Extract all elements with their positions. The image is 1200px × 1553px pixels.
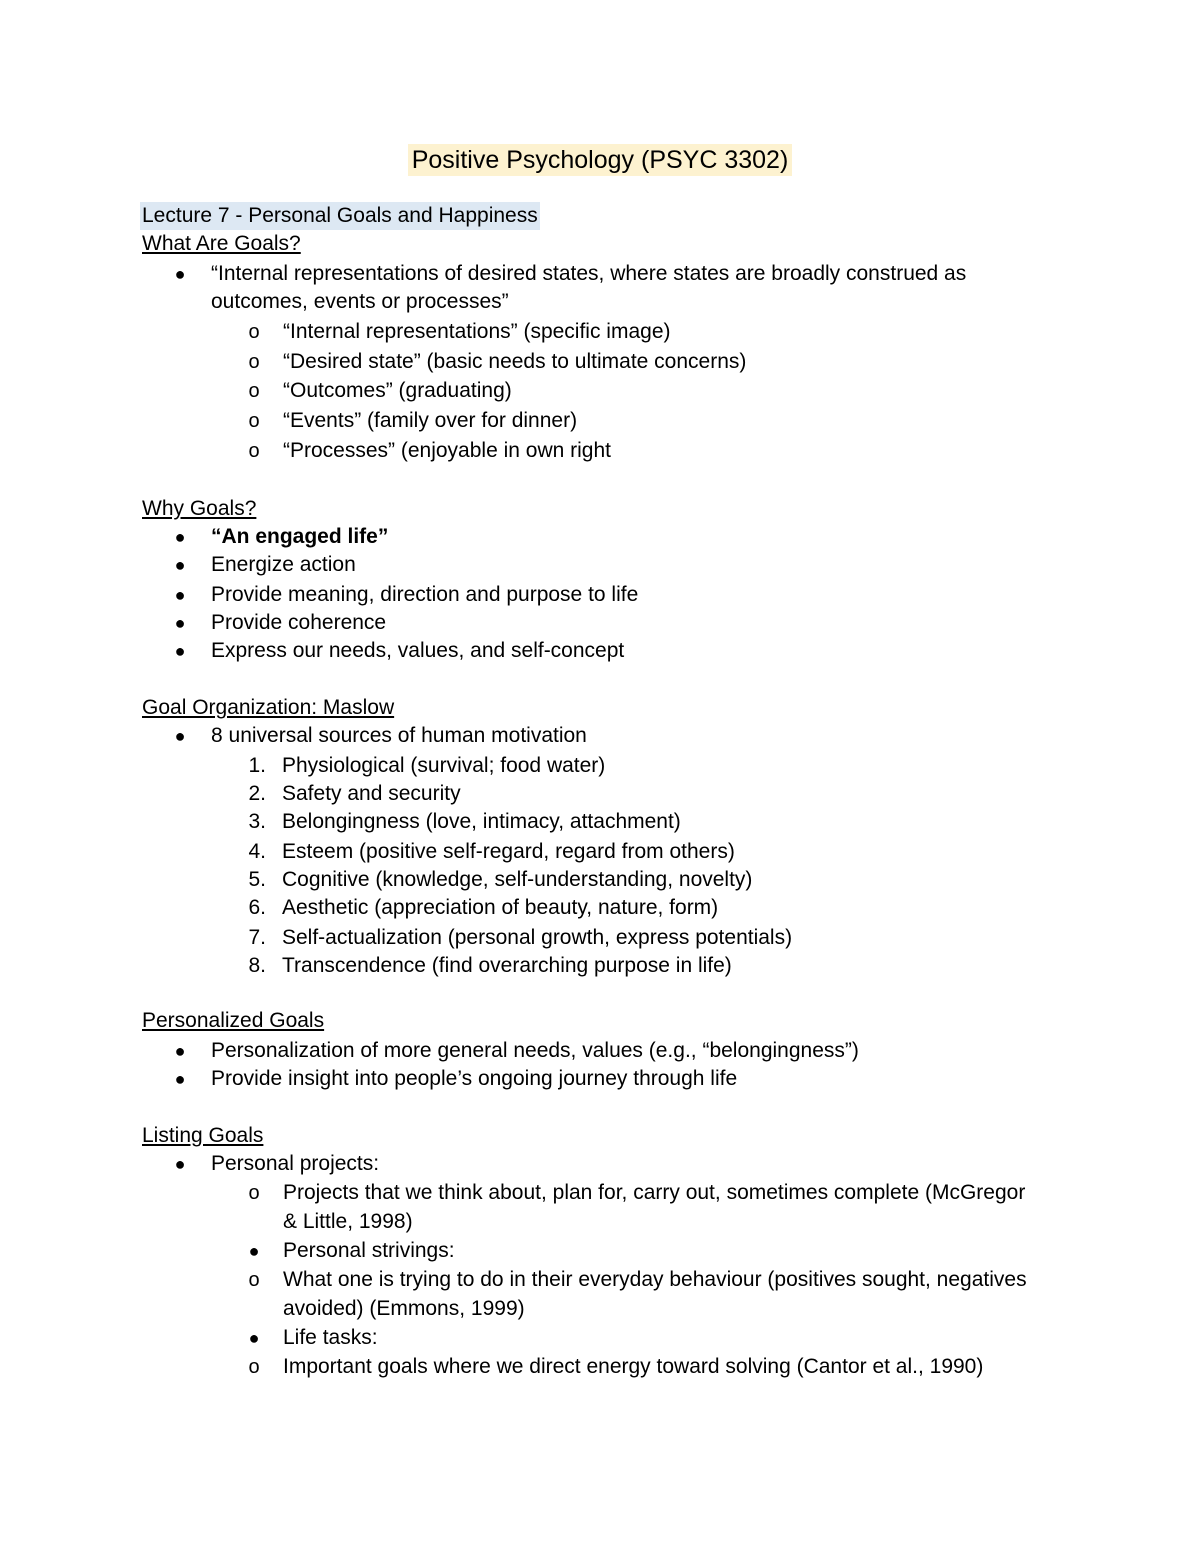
list-item: Express our needs, values, and self-concept: [211, 639, 625, 662]
list-item: 8 universal sources of human motivation: [211, 724, 587, 747]
list-number: 3.: [248, 810, 266, 833]
section-heading-why-goals: Why Goals?: [142, 497, 257, 520]
definition-line-1: “Internal representations of desired states, where states are broadly construed as: [211, 262, 967, 285]
document-title: [0, 142, 1200, 178]
bullet-icon: ●: [248, 1328, 260, 1348]
list-item: “An engaged life”: [211, 525, 389, 548]
circle-bullet-icon: o: [248, 1269, 260, 1291]
circle-bullet-icon: o: [248, 380, 260, 402]
list-number: 4.: [248, 840, 266, 863]
numbered-item: Self-actualization (personal growth, express potentials): [282, 926, 793, 949]
list-item: “Desired state” (basic needs to ultimate concerns): [283, 350, 747, 373]
section-heading-listing-goals: Listing Goals: [142, 1124, 264, 1147]
list-number: 5.: [248, 868, 266, 891]
list-item: Personalization of more general needs, values (e.g., “belongingness”): [211, 1039, 859, 1062]
numbered-item: Safety and security: [282, 782, 461, 805]
bullet-icon: ●: [174, 1069, 186, 1089]
section-heading-what-are-goals: What Are Goals?: [142, 232, 301, 255]
list-item: “Internal representations” (specific image): [283, 320, 671, 343]
circle-bullet-icon: o: [248, 1356, 260, 1378]
list-item-continuation: & Little, 1998): [283, 1210, 413, 1233]
numbered-item: Cognitive (knowledge, self-understanding, novelty): [282, 868, 753, 891]
bullet-icon: ●: [174, 1154, 186, 1174]
list-item: Provide coherence: [211, 611, 387, 634]
bullet-icon: ●: [174, 613, 186, 633]
definition-line-2: outcomes, events or processes”: [211, 290, 509, 313]
circle-bullet-icon: o: [248, 351, 260, 373]
bullet-icon: ●: [174, 264, 186, 284]
bullet-icon: ●: [174, 641, 186, 661]
list-number: 6.: [248, 896, 266, 919]
bullet-icon: ●: [174, 726, 186, 746]
lecture-heading: Lecture 7 - Personal Goals and Happiness: [140, 202, 540, 230]
bullet-icon: ●: [248, 1241, 260, 1261]
circle-bullet-icon: o: [248, 1182, 260, 1204]
list-item: Provide meaning, direction and purpose to life: [211, 583, 639, 606]
circle-bullet-icon: o: [248, 410, 260, 432]
section-heading-maslow: Goal Organization: Maslow: [142, 696, 395, 719]
list-item: Life tasks:: [283, 1326, 378, 1349]
numbered-item: Aesthetic (appreciation of beauty, nature, form): [282, 896, 719, 919]
list-number: 8.: [248, 954, 266, 977]
list-item: What one is trying to do in their everyday behaviour (positives sought, negatives: [283, 1268, 1027, 1291]
list-item: Important goals where we direct energy toward solving (Cantor et al., 1990): [283, 1355, 984, 1378]
bullet-icon: ●: [174, 1041, 186, 1061]
list-item-continuation: avoided) (Emmons, 1999): [283, 1297, 525, 1320]
numbered-item: Esteem (positive self-regard, regard from others): [282, 840, 735, 863]
bullet-icon: ●: [174, 585, 186, 605]
list-item: Energize action: [211, 553, 356, 576]
list-item: “Outcomes” (graduating): [283, 379, 512, 402]
list-number: 2.: [248, 782, 266, 805]
numbered-item: Transcendence (find overarching purpose in life): [282, 954, 732, 977]
list-number: 7.: [248, 926, 266, 949]
list-item: Provide insight into people’s ongoing journey through life: [211, 1067, 738, 1090]
list-item: “Events” (family over for dinner): [283, 409, 578, 432]
numbered-item: Belongingness (love, intimacy, attachment): [282, 810, 681, 833]
list-number: 1.: [248, 754, 266, 777]
list-item: Projects that we think about, plan for, carry out, sometimes complete (McGregor: [283, 1181, 1026, 1204]
circle-bullet-icon: o: [248, 321, 260, 343]
circle-bullet-icon: o: [248, 440, 260, 462]
list-item: “Processes” (enjoyable in own right: [283, 439, 611, 462]
list-item: Personal projects:: [211, 1152, 380, 1175]
bullet-icon: ●: [174, 555, 186, 575]
numbered-item: Physiological (survival; food water): [282, 754, 606, 777]
title-text: Positive Psychology (PSYC 3302): [408, 144, 793, 176]
list-item: Personal strivings:: [283, 1239, 455, 1262]
section-heading-personalized-goals: Personalized Goals: [142, 1009, 325, 1032]
bullet-icon: ●: [174, 527, 186, 547]
